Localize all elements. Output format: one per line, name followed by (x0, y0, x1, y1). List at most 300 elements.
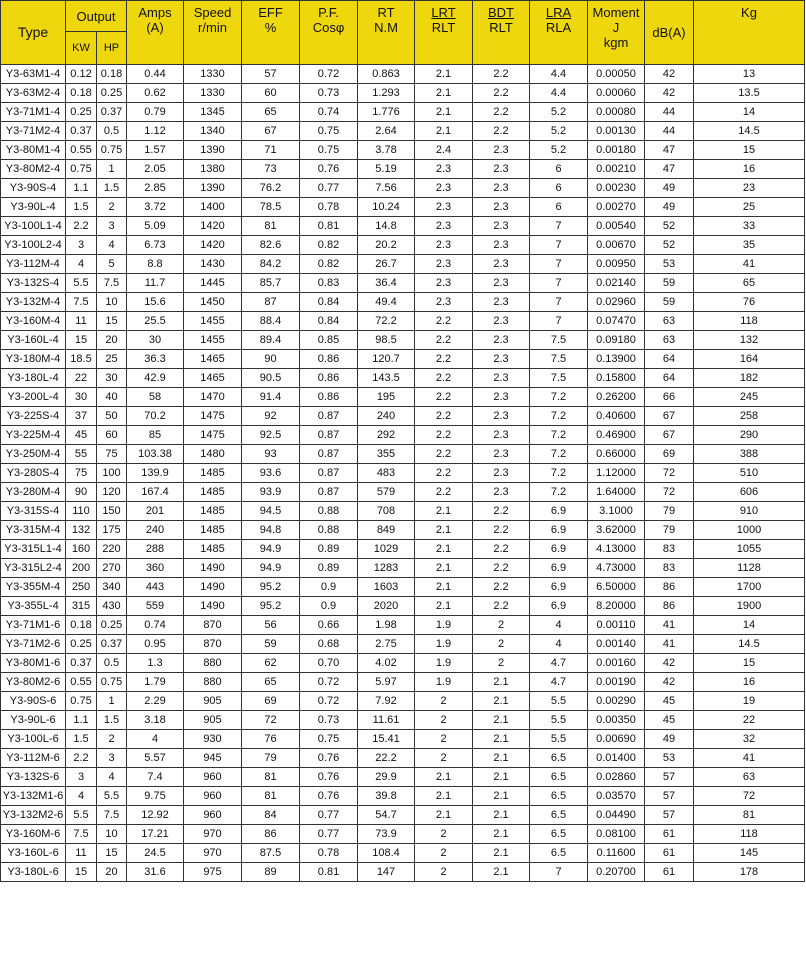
cell-amps: 0.44 (127, 65, 184, 84)
cell-pf: 0.84 (300, 312, 358, 331)
cell-lra: 7.5 (530, 331, 588, 350)
cell-hp: 50 (97, 407, 127, 426)
cell-bdt: 2.1 (473, 711, 530, 730)
cell-lra: 7 (530, 863, 588, 882)
cell-eff: 85.7 (242, 274, 300, 293)
cell-pf: 0.85 (300, 331, 358, 350)
cell-db: 86 (645, 578, 694, 597)
cell-kw: 0.12 (66, 65, 97, 84)
cell-kg: 41 (694, 255, 805, 274)
cell-bdt: 2.2 (473, 597, 530, 616)
cell-type: Y3-63M2-4 (1, 84, 66, 103)
cell-lrt: 2.1 (415, 122, 473, 141)
cell-lrt: 2 (415, 730, 473, 749)
cell-kg: 1128 (694, 559, 805, 578)
cell-pf: 0.87 (300, 483, 358, 502)
cell-pf: 0.77 (300, 179, 358, 198)
cell-type: Y3-80M1-6 (1, 654, 66, 673)
cell-hp: 150 (97, 502, 127, 521)
table-row (1, 255, 805, 274)
table-row (1, 236, 805, 255)
cell-type: Y3-71M1-6 (1, 616, 66, 635)
cell-db: 41 (645, 635, 694, 654)
cell-speed: 1380 (184, 160, 242, 179)
cell-speed: 1475 (184, 407, 242, 426)
cell-type: Y3-315M-4 (1, 521, 66, 540)
cell-moment: 1.12000 (588, 464, 645, 483)
cell-rt: 120.7 (358, 350, 415, 369)
cell-kg: 14.5 (694, 635, 805, 654)
cell-amps: 1.12 (127, 122, 184, 141)
cell-pf: 0.81 (300, 863, 358, 882)
cell-kw: 55 (66, 445, 97, 464)
header-rated-torque: RT N.M (358, 1, 415, 65)
cell-kw: 0.37 (66, 654, 97, 673)
cell-moment: 0.07470 (588, 312, 645, 331)
table-row (1, 331, 805, 350)
cell-moment: 0.00140 (588, 635, 645, 654)
cell-moment: 0.00350 (588, 711, 645, 730)
cell-db: 42 (645, 673, 694, 692)
cell-type: Y3-71M1-4 (1, 103, 66, 122)
cell-rt: 7.56 (358, 179, 415, 198)
cell-moment: 4.13000 (588, 540, 645, 559)
cell-db: 41 (645, 616, 694, 635)
cell-kw: 11 (66, 844, 97, 863)
cell-moment: 0.11600 (588, 844, 645, 863)
cell-amps: 58 (127, 388, 184, 407)
cell-type: Y3-200L-4 (1, 388, 66, 407)
cell-lra: 6.9 (530, 597, 588, 616)
cell-bdt: 2.1 (473, 730, 530, 749)
cell-pf: 0.73 (300, 84, 358, 103)
cell-lra: 5.5 (530, 730, 588, 749)
cell-kg: 245 (694, 388, 805, 407)
cell-db: 86 (645, 597, 694, 616)
cell-eff: 84 (242, 806, 300, 825)
cell-kw: 15 (66, 331, 97, 350)
cell-pf: 0.74 (300, 103, 358, 122)
cell-speed: 1485 (184, 540, 242, 559)
cell-kg: 72 (694, 787, 805, 806)
cell-hp: 1.5 (97, 179, 127, 198)
cell-kg: 16 (694, 160, 805, 179)
table-row (1, 141, 805, 160)
cell-amps: 11.7 (127, 274, 184, 293)
table-row (1, 787, 805, 806)
cell-lrt: 2.2 (415, 312, 473, 331)
cell-speed: 1485 (184, 521, 242, 540)
cell-hp: 4 (97, 236, 127, 255)
cell-type: Y3-63M1-4 (1, 65, 66, 84)
cell-amps: 70.2 (127, 407, 184, 426)
cell-lra: 6.5 (530, 749, 588, 768)
cell-moment: 0.00270 (588, 198, 645, 217)
cell-db: 64 (645, 369, 694, 388)
cell-bdt: 2 (473, 616, 530, 635)
cell-rt: 195 (358, 388, 415, 407)
cell-pf: 0.72 (300, 692, 358, 711)
cell-kw: 30 (66, 388, 97, 407)
cell-lrt: 2.4 (415, 141, 473, 160)
cell-eff: 94.9 (242, 540, 300, 559)
cell-type: Y3-132M1-6 (1, 787, 66, 806)
table-row (1, 521, 805, 540)
cell-kw: 160 (66, 540, 97, 559)
table-row (1, 578, 805, 597)
cell-moment: 0.66000 (588, 445, 645, 464)
cell-kg: 16 (694, 673, 805, 692)
cell-type: Y3-100L2-4 (1, 236, 66, 255)
cell-pf: 0.72 (300, 673, 358, 692)
cell-pf: 0.82 (300, 255, 358, 274)
cell-type: Y3-132S-6 (1, 768, 66, 787)
cell-kw: 7.5 (66, 293, 97, 312)
cell-kw: 3 (66, 236, 97, 255)
cell-rt: 2.75 (358, 635, 415, 654)
cell-kw: 11 (66, 312, 97, 331)
cell-rt: 3.78 (358, 141, 415, 160)
cell-kw: 90 (66, 483, 97, 502)
header-bdt-ratio: BDT RLT (473, 1, 530, 65)
cell-db: 42 (645, 65, 694, 84)
cell-lrt: 2.3 (415, 255, 473, 274)
cell-rt: 39.8 (358, 787, 415, 806)
cell-type: Y3-355L-4 (1, 597, 66, 616)
cell-moment: 0.00290 (588, 692, 645, 711)
cell-lra: 7 (530, 217, 588, 236)
cell-lra: 6.9 (530, 559, 588, 578)
cell-lra: 5.2 (530, 122, 588, 141)
cell-speed: 1465 (184, 350, 242, 369)
cell-moment: 1.64000 (588, 483, 645, 502)
cell-hp: 1 (97, 160, 127, 179)
cell-moment: 0.04490 (588, 806, 645, 825)
table-row (1, 65, 805, 84)
cell-kw: 0.25 (66, 103, 97, 122)
cell-eff: 62 (242, 654, 300, 673)
cell-pf: 0.82 (300, 236, 358, 255)
cell-kw: 75 (66, 464, 97, 483)
cell-amps: 559 (127, 597, 184, 616)
cell-db: 69 (645, 445, 694, 464)
cell-db: 59 (645, 274, 694, 293)
cell-lrt: 2.3 (415, 274, 473, 293)
cell-speed: 960 (184, 768, 242, 787)
cell-amps: 2.85 (127, 179, 184, 198)
table-row (1, 312, 805, 331)
cell-db: 57 (645, 806, 694, 825)
cell-amps: 42.9 (127, 369, 184, 388)
cell-moment: 0.00060 (588, 84, 645, 103)
cell-type: Y3-132M-4 (1, 293, 66, 312)
cell-db: 59 (645, 293, 694, 312)
cell-eff: 81 (242, 768, 300, 787)
cell-db: 72 (645, 464, 694, 483)
cell-pf: 0.72 (300, 65, 358, 84)
cell-type: Y3-160M-6 (1, 825, 66, 844)
cell-pf: 0.9 (300, 597, 358, 616)
cell-hp: 5.5 (97, 787, 127, 806)
cell-rt: 73.9 (358, 825, 415, 844)
cell-bdt: 2.3 (473, 274, 530, 293)
cell-kw: 132 (66, 521, 97, 540)
cell-speed: 1420 (184, 236, 242, 255)
cell-pf: 0.87 (300, 426, 358, 445)
cell-moment: 0.00110 (588, 616, 645, 635)
cell-amps: 1.3 (127, 654, 184, 673)
cell-kw: 4 (66, 255, 97, 274)
table-row (1, 84, 805, 103)
cell-lra: 6.9 (530, 502, 588, 521)
cell-lra: 5.2 (530, 141, 588, 160)
cell-lra: 7.2 (530, 407, 588, 426)
cell-eff: 73 (242, 160, 300, 179)
cell-eff: 59 (242, 635, 300, 654)
cell-bdt: 2.1 (473, 844, 530, 863)
header-output: Output (66, 1, 127, 32)
cell-pf: 0.70 (300, 654, 358, 673)
table-row (1, 635, 805, 654)
table-row (1, 388, 805, 407)
cell-lrt: 2.3 (415, 236, 473, 255)
cell-kw: 3 (66, 768, 97, 787)
cell-pf: 0.76 (300, 160, 358, 179)
cell-speed: 1455 (184, 312, 242, 331)
cell-hp: 1.5 (97, 711, 127, 730)
cell-lra: 6.5 (530, 844, 588, 863)
cell-kw: 1.5 (66, 730, 97, 749)
cell-amps: 5.57 (127, 749, 184, 768)
table-row (1, 426, 805, 445)
cell-kg: 81 (694, 806, 805, 825)
cell-pf: 0.88 (300, 521, 358, 540)
cell-pf: 0.73 (300, 711, 358, 730)
cell-speed: 1390 (184, 141, 242, 160)
cell-kw: 250 (66, 578, 97, 597)
cell-kg: 132 (694, 331, 805, 350)
cell-db: 42 (645, 654, 694, 673)
cell-moment: 0.09180 (588, 331, 645, 350)
cell-db: 72 (645, 483, 694, 502)
cell-hp: 0.5 (97, 654, 127, 673)
cell-pf: 0.87 (300, 464, 358, 483)
cell-kw: 1.1 (66, 179, 97, 198)
cell-moment: 0.00050 (588, 65, 645, 84)
cell-lrt: 2.2 (415, 369, 473, 388)
cell-amps: 4 (127, 730, 184, 749)
cell-rt: 1.98 (358, 616, 415, 635)
cell-moment: 0.15800 (588, 369, 645, 388)
cell-db: 83 (645, 559, 694, 578)
cell-lrt: 2 (415, 749, 473, 768)
cell-eff: 60 (242, 84, 300, 103)
cell-eff: 93 (242, 445, 300, 464)
cell-type: Y3-160M-4 (1, 312, 66, 331)
cell-pf: 0.68 (300, 635, 358, 654)
cell-kw: 4 (66, 787, 97, 806)
cell-hp: 20 (97, 863, 127, 882)
table-row (1, 179, 805, 198)
cell-amps: 3.72 (127, 198, 184, 217)
cell-db: 67 (645, 407, 694, 426)
cell-speed: 905 (184, 692, 242, 711)
cell-amps: 0.95 (127, 635, 184, 654)
cell-speed: 1490 (184, 597, 242, 616)
header-lrt-ratio: LRT RLT (415, 1, 473, 65)
cell-lrt: 2.1 (415, 103, 473, 122)
cell-rt: 10.24 (358, 198, 415, 217)
header-hp: HP (97, 32, 127, 65)
cell-kw: 0.55 (66, 673, 97, 692)
cell-kg: 258 (694, 407, 805, 426)
cell-moment: 0.00160 (588, 654, 645, 673)
cell-hp: 0.75 (97, 141, 127, 160)
cell-amps: 9.75 (127, 787, 184, 806)
cell-bdt: 2 (473, 654, 530, 673)
table-row (1, 103, 805, 122)
cell-bdt: 2.1 (473, 863, 530, 882)
cell-speed: 1485 (184, 483, 242, 502)
table-row (1, 293, 805, 312)
cell-moment: 0.00950 (588, 255, 645, 274)
cell-moment: 0.00180 (588, 141, 645, 160)
cell-kw: 37 (66, 407, 97, 426)
cell-moment: 0.00540 (588, 217, 645, 236)
cell-eff: 78.5 (242, 198, 300, 217)
cell-pf: 0.87 (300, 445, 358, 464)
cell-kg: 118 (694, 312, 805, 331)
cell-eff: 86 (242, 825, 300, 844)
cell-speed: 1485 (184, 502, 242, 521)
cell-type: Y3-112M-6 (1, 749, 66, 768)
cell-lra: 7.2 (530, 483, 588, 502)
cell-amps: 24.5 (127, 844, 184, 863)
cell-moment: 0.00230 (588, 179, 645, 198)
cell-hp: 100 (97, 464, 127, 483)
cell-speed: 975 (184, 863, 242, 882)
cell-rt: 708 (358, 502, 415, 521)
cell-speed: 970 (184, 825, 242, 844)
cell-amps: 0.79 (127, 103, 184, 122)
cell-bdt: 2.3 (473, 331, 530, 350)
cell-rt: 355 (358, 445, 415, 464)
cell-kw: 0.37 (66, 122, 97, 141)
cell-moment: 0.26200 (588, 388, 645, 407)
cell-kg: 63 (694, 768, 805, 787)
cell-speed: 1400 (184, 198, 242, 217)
cell-type: Y3-160L-6 (1, 844, 66, 863)
cell-lrt: 2.2 (415, 331, 473, 350)
cell-bdt: 2.2 (473, 84, 530, 103)
cell-bdt: 2.3 (473, 198, 530, 217)
cell-bdt: 2.2 (473, 578, 530, 597)
cell-pf: 0.75 (300, 730, 358, 749)
cell-lra: 7.2 (530, 445, 588, 464)
cell-hp: 175 (97, 521, 127, 540)
cell-db: 57 (645, 768, 694, 787)
cell-type: Y3-90L-6 (1, 711, 66, 730)
cell-hp: 60 (97, 426, 127, 445)
table-row (1, 863, 805, 882)
cell-db: 83 (645, 540, 694, 559)
cell-speed: 1480 (184, 445, 242, 464)
header-eff: EFF % (242, 1, 300, 65)
cell-hp: 7.5 (97, 274, 127, 293)
cell-lra: 4 (530, 635, 588, 654)
cell-eff: 67 (242, 122, 300, 141)
cell-lrt: 1.9 (415, 635, 473, 654)
cell-lrt: 2.1 (415, 521, 473, 540)
cell-bdt: 2.3 (473, 293, 530, 312)
cell-db: 79 (645, 502, 694, 521)
cell-hp: 220 (97, 540, 127, 559)
cell-lra: 4.4 (530, 84, 588, 103)
table-row (1, 407, 805, 426)
cell-bdt: 2.3 (473, 426, 530, 445)
cell-type: Y3-132M2-6 (1, 806, 66, 825)
cell-rt: 0.863 (358, 65, 415, 84)
cell-speed: 1390 (184, 179, 242, 198)
cell-pf: 0.66 (300, 616, 358, 635)
cell-bdt: 2.2 (473, 521, 530, 540)
cell-lrt: 2.1 (415, 502, 473, 521)
cell-kw: 22 (66, 369, 97, 388)
table-row (1, 198, 805, 217)
cell-kg: 290 (694, 426, 805, 445)
cell-lra: 7 (530, 255, 588, 274)
cell-eff: 57 (242, 65, 300, 84)
table-row (1, 730, 805, 749)
cell-lrt: 2.3 (415, 160, 473, 179)
cell-lra: 6.5 (530, 806, 588, 825)
cell-pf: 0.78 (300, 844, 358, 863)
cell-eff: 90 (242, 350, 300, 369)
cell-type: Y3-180L-6 (1, 863, 66, 882)
cell-amps: 240 (127, 521, 184, 540)
cell-moment: 4.73000 (588, 559, 645, 578)
cell-db: 45 (645, 692, 694, 711)
cell-lrt: 2.2 (415, 483, 473, 502)
cell-lrt: 2.1 (415, 597, 473, 616)
cell-rt: 7.92 (358, 692, 415, 711)
cell-hp: 0.25 (97, 84, 127, 103)
cell-hp: 4 (97, 768, 127, 787)
cell-moment: 0.00130 (588, 122, 645, 141)
cell-type: Y3-355M-4 (1, 578, 66, 597)
cell-hp: 15 (97, 844, 127, 863)
cell-bdt: 2.1 (473, 673, 530, 692)
cell-moment: 0.46900 (588, 426, 645, 445)
cell-moment: 0.00210 (588, 160, 645, 179)
table-row (1, 445, 805, 464)
cell-lra: 4.7 (530, 673, 588, 692)
cell-db: 45 (645, 711, 694, 730)
cell-db: 67 (645, 426, 694, 445)
header-noise: dB(A) (645, 1, 694, 65)
cell-eff: 94.9 (242, 559, 300, 578)
cell-lra: 7.5 (530, 350, 588, 369)
cell-type: Y3-225M-4 (1, 426, 66, 445)
cell-amps: 85 (127, 426, 184, 445)
cell-lrt: 2.1 (415, 578, 473, 597)
cell-lrt: 2.1 (415, 559, 473, 578)
cell-amps: 443 (127, 578, 184, 597)
cell-lra: 6.9 (530, 521, 588, 540)
header-kw: KW (66, 32, 97, 65)
cell-eff: 76.2 (242, 179, 300, 198)
cell-eff: 90.5 (242, 369, 300, 388)
